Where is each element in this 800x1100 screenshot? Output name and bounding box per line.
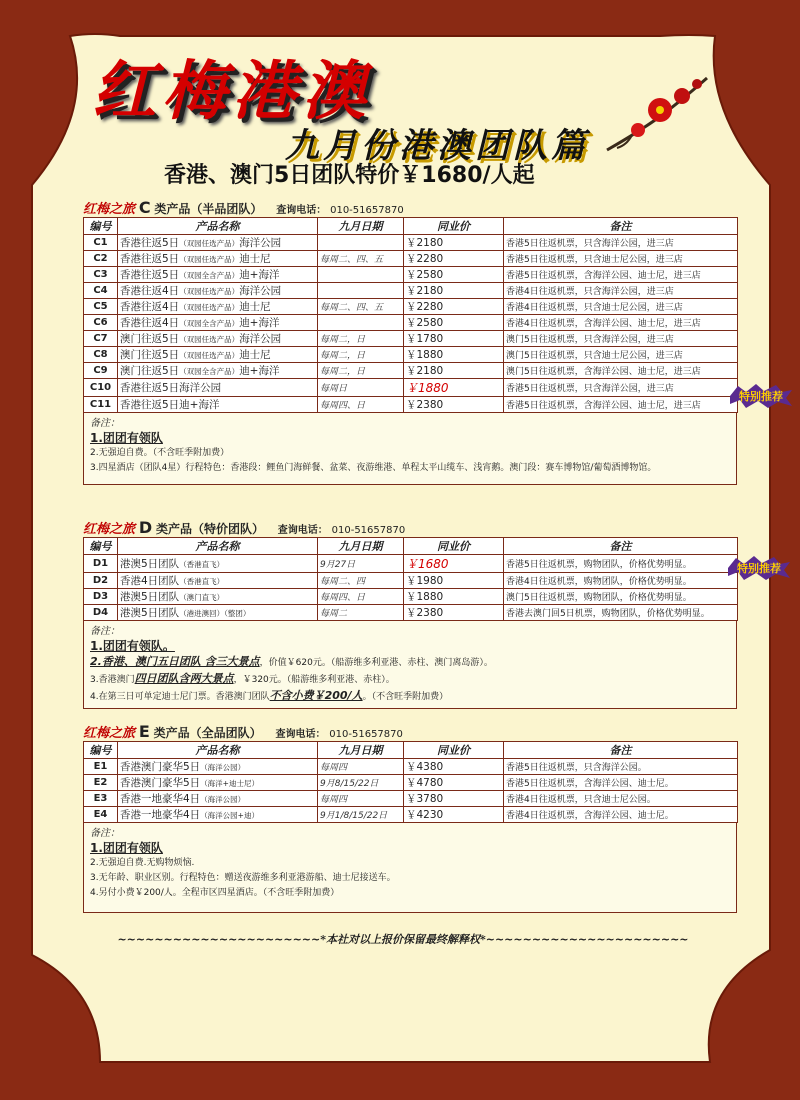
page-subtitle: 九月份港澳团队篇 xyxy=(285,126,589,166)
row-code: C10 xyxy=(84,379,118,397)
row-remark: 澳门5日往返机票，含海洋公园、迪士尼，进三店 xyxy=(504,363,738,379)
table-row xyxy=(84,759,738,775)
row-price: ￥2280 xyxy=(404,299,504,315)
row-price: ￥2580 xyxy=(404,267,504,283)
row-name xyxy=(118,555,318,573)
product-table-e xyxy=(83,741,738,823)
col-code: 编号 xyxy=(84,218,118,235)
note-text: 。（不含旺季附加费） xyxy=(362,692,449,702)
row-remark: 香港5日往返机票，只含迪士尼公园，进三店 xyxy=(504,251,738,267)
row-name xyxy=(118,235,318,251)
notes-d xyxy=(83,621,737,709)
note-item: 1.团团有领队 xyxy=(90,431,163,445)
query-phone: 010-51657870 xyxy=(329,729,403,740)
row-date: 每周四、日 xyxy=(318,397,404,413)
row-price: ￥1680 xyxy=(404,555,504,573)
section-c-header xyxy=(83,199,737,217)
row-name xyxy=(118,397,318,413)
section-kind: 类产品（半品团队） xyxy=(154,202,263,216)
product-name: 香港往返5日 xyxy=(120,237,180,249)
section-letter: E xyxy=(138,722,150,741)
table-row xyxy=(84,315,738,331)
row-remark: 香港5日往返机票，只含海洋公园。 xyxy=(504,759,738,775)
product-name: 香港往返5日迪+海洋 xyxy=(120,399,220,411)
row-remark: 香港4日往返机票，购物团队，价格优势明显。 xyxy=(504,573,738,589)
row-remark: 香港4日往返机票，只含海洋公园，进三店 xyxy=(504,283,738,299)
query-phone: 010-51657870 xyxy=(330,205,404,216)
row-price: ￥2180 xyxy=(404,283,504,299)
row-code: C4 xyxy=(84,283,118,299)
row-date: 每周二 xyxy=(318,605,404,621)
table-row xyxy=(84,331,738,347)
product-name: 香港澳门豪华5日 xyxy=(120,761,201,773)
row-name xyxy=(118,331,318,347)
section-c xyxy=(83,199,737,485)
row-price: ￥4230 xyxy=(404,807,504,823)
row-remark: 香港5日往返机票，含海洋公园、迪士尼，进三店 xyxy=(504,397,738,413)
row-remark: 香港5日往返机票，含海洋公园、迪士尼。 xyxy=(504,775,738,791)
table-row xyxy=(84,807,738,823)
note-item: 1.团团有领队。 xyxy=(90,639,175,653)
table-row xyxy=(84,347,738,363)
col-remark: 备注 xyxy=(504,742,738,759)
note-highlight: 不含小费￥200/人 xyxy=(269,689,363,702)
note-text: 3.香港澳门 xyxy=(90,675,135,685)
product-name: 香港往返5日 xyxy=(120,269,180,281)
product-name: 香港往返5日 xyxy=(120,253,180,265)
section-letter: C xyxy=(138,198,151,217)
row-date: 9月8/15/22日 xyxy=(318,775,404,791)
table-row xyxy=(84,555,738,573)
row-price: ￥2380 xyxy=(404,605,504,621)
table-row xyxy=(84,283,738,299)
row-name xyxy=(118,283,318,299)
row-remark: 香港5日往返机票，只含海洋公园，进三店 xyxy=(504,235,738,251)
product-tag: （海洋公园） xyxy=(200,795,246,804)
row-price: ￥2280 xyxy=(404,251,504,267)
product-tag: （海洋公园+迪） xyxy=(200,811,259,820)
product-name: 澳门往返5日 xyxy=(120,365,180,377)
section-kind: 类产品（特价团队） xyxy=(155,522,264,536)
product-tag: （双园任选产品） xyxy=(179,239,240,248)
row-code: C11 xyxy=(84,397,118,413)
row-date: 9月1/8/15/22日 xyxy=(318,807,404,823)
row-date xyxy=(318,267,404,283)
col-date: 九月日期 xyxy=(318,538,404,555)
row-date: 每周二，日 xyxy=(318,363,404,379)
row-name xyxy=(118,251,318,267)
product-name: 香港往返4日 xyxy=(120,317,180,329)
row-date xyxy=(318,283,404,299)
note-item xyxy=(90,654,730,671)
product-name: 香港澳门豪华5日 xyxy=(120,777,201,789)
note-item xyxy=(90,688,730,705)
row-name xyxy=(118,759,318,775)
price-headline: 香港、澳门5日团队特价￥1680/人起 xyxy=(164,163,535,188)
row-code: C3 xyxy=(84,267,118,283)
row-date: 每周二、四、五 xyxy=(318,299,404,315)
product-tag: （双园任选产品） xyxy=(179,335,240,344)
query-phone: 010-51657870 xyxy=(331,525,406,536)
product-destination: 迪+海洋 xyxy=(239,269,280,281)
row-remark: 澳门5日往返机票，购物团队，价格优势明显。 xyxy=(504,589,738,605)
product-tag: （港进澳回）（整团） xyxy=(179,609,251,618)
note-item xyxy=(90,671,730,688)
note-item: 4.另付小费￥200/人。全程市区四星酒店。（不含旺季附加费） xyxy=(90,888,340,898)
col-name: 产品名称 xyxy=(118,742,318,759)
table-row xyxy=(84,589,738,605)
table-row xyxy=(84,397,738,413)
row-date xyxy=(318,315,404,331)
disclaimer: ~~~~~~~~~~~~~~~~~~~~~~*本社对以上报价保留最终解释权*~~~~~~~~~~~~~~~~~~~~~~ xyxy=(117,933,689,946)
row-price: ￥3780 xyxy=(404,791,504,807)
product-tag: （香港直飞） xyxy=(179,560,225,569)
row-price: ￥1880 xyxy=(404,589,504,605)
product-destination: 迪士尼 xyxy=(239,349,271,361)
row-name xyxy=(118,573,318,589)
table-row xyxy=(84,363,738,379)
col-remark: 备注 xyxy=(504,538,738,555)
row-date: 每周日 xyxy=(318,379,404,397)
table-row xyxy=(84,299,738,315)
brand-logo: 红梅港澳 xyxy=(92,54,372,129)
product-tag: （双园任选产品） xyxy=(179,255,240,264)
product-destination: 海洋公园 xyxy=(239,285,282,297)
table-row xyxy=(84,791,738,807)
section-brand: 红梅之旅 xyxy=(83,522,136,537)
product-destination: 海洋公园 xyxy=(239,237,282,249)
product-destination: 迪士尼 xyxy=(239,301,271,313)
notes-e xyxy=(83,823,737,913)
product-tag: （双园全含产品） xyxy=(179,367,240,376)
section-brand: 红梅之旅 xyxy=(83,202,136,217)
note-text: ，￥320元。（船游维多利亚港、赤柱）。 xyxy=(233,675,395,685)
row-code: E3 xyxy=(84,791,118,807)
col-code: 编号 xyxy=(84,538,118,555)
product-name: 澳门往返5日 xyxy=(120,349,180,361)
badge-text: 特别推荐 xyxy=(739,390,783,403)
row-remark: 香港4日往返机票，只含迪士尼公园，进三店 xyxy=(504,299,738,315)
row-code: C1 xyxy=(84,235,118,251)
product-destination: 迪+海洋 xyxy=(239,365,280,377)
col-date: 九月日期 xyxy=(318,218,404,235)
note-item: 3.四星酒店（团队4星）行程特色：香港段：鲤鱼门海鲜餐、盆菜、夜游维港、单程太平山缆车、浅宵鹅。澳门段：赛车博物馆/葡萄酒博物馆。 xyxy=(90,463,657,473)
row-price: ￥2180 xyxy=(404,363,504,379)
section-letter: D xyxy=(138,518,153,537)
row-price: ￥2180 xyxy=(404,235,504,251)
note-item: 2.无强迫自费。（不含旺季附加费） xyxy=(90,448,230,458)
row-name xyxy=(118,807,318,823)
row-remark: 香港5日往返机票，购物团队，价格优势明显。 xyxy=(504,555,738,573)
row-name xyxy=(118,363,318,379)
row-name xyxy=(118,347,318,363)
row-name xyxy=(118,589,318,605)
row-code: C7 xyxy=(84,331,118,347)
table-row xyxy=(84,573,738,589)
row-remark: 香港4日往返机票，只含迪士尼公园。 xyxy=(504,791,738,807)
table-row xyxy=(84,267,738,283)
note-text: 4.在第三日可单定迪士尼门票。香港澳门团队 xyxy=(90,692,270,702)
row-name xyxy=(118,299,318,315)
product-table-d xyxy=(83,537,738,621)
section-e xyxy=(83,723,737,913)
product-name: 港澳5日团队 xyxy=(120,607,180,619)
product-destination: 海洋公园 xyxy=(239,333,282,345)
product-tag: （双园任选产品） xyxy=(179,287,240,296)
row-name xyxy=(118,775,318,791)
note-text: ，价值￥620元。（船游维多利亚港、赤柱、澳门离岛游）。 xyxy=(259,658,493,668)
row-remark: 香港去澳门回5日机票，购物团队，价格优势明显。 xyxy=(504,605,738,621)
product-name: 香港往返4日 xyxy=(120,285,180,297)
query-label: 查询电话： xyxy=(277,525,328,536)
product-tag: （双园全含产品） xyxy=(179,271,240,280)
product-tag: （海洋+迪士尼） xyxy=(200,779,259,788)
row-remark: 香港5日往返机票，只含海洋公园，进三店 xyxy=(504,379,738,397)
row-date: 每周二、四、五 xyxy=(318,251,404,267)
col-price: 同业价 xyxy=(404,742,504,759)
table-row xyxy=(84,379,738,397)
row-code: D4 xyxy=(84,605,118,621)
row-code: D1 xyxy=(84,555,118,573)
row-code: D2 xyxy=(84,573,118,589)
col-remark: 备注 xyxy=(504,218,738,235)
special-recommend-badge xyxy=(728,556,790,580)
row-name xyxy=(118,605,318,621)
badge-text: 特别推荐 xyxy=(737,562,781,575)
row-price: ￥4380 xyxy=(404,759,504,775)
row-code: E1 xyxy=(84,759,118,775)
row-code: C9 xyxy=(84,363,118,379)
note-item: 1.团团有领队 xyxy=(90,841,163,855)
row-name xyxy=(118,791,318,807)
row-code: C5 xyxy=(84,299,118,315)
product-tag: （海洋公园） xyxy=(200,763,246,772)
product-name: 香港往返5日海洋公园 xyxy=(120,382,222,394)
section-e-header xyxy=(83,723,737,741)
col-price: 同业价 xyxy=(404,218,504,235)
product-name: 香港往返4日 xyxy=(120,301,180,313)
note-item: 3.无年龄、职业区别。行程特色：赠送夜游维多利亚港游船、迪士尼接送车。 xyxy=(90,873,396,883)
product-tag: （香港直飞） xyxy=(179,577,225,586)
product-name: 香港4日团队 xyxy=(120,575,180,587)
note-highlight: 2.香港、澳门五日团队 含三大景点 xyxy=(90,655,260,668)
col-name: 产品名称 xyxy=(118,538,318,555)
row-date: 每周二，日 xyxy=(318,331,404,347)
row-price: ￥1880 xyxy=(404,379,504,397)
product-table-c xyxy=(83,217,738,413)
query-label: 查询电话： xyxy=(275,729,326,740)
row-date: 每周四 xyxy=(318,759,404,775)
row-price: ￥1780 xyxy=(404,331,504,347)
notes-label: 备注： xyxy=(90,418,120,429)
product-name: 澳门往返5日 xyxy=(120,333,180,345)
logo-area xyxy=(92,40,612,130)
table-header-row xyxy=(84,742,738,759)
col-code: 编号 xyxy=(84,742,118,759)
row-price: ￥2580 xyxy=(404,315,504,331)
row-date: 每周四、日 xyxy=(318,589,404,605)
product-name: 香港一地豪华4日 xyxy=(120,809,201,821)
col-name: 产品名称 xyxy=(118,218,318,235)
row-code: D3 xyxy=(84,589,118,605)
product-destination: 迪士尼 xyxy=(239,253,271,265)
notes-label: 备注： xyxy=(90,626,120,637)
row-code: C8 xyxy=(84,347,118,363)
product-tag: （澳门直飞） xyxy=(179,593,225,602)
row-price: ￥4780 xyxy=(404,775,504,791)
row-remark: 香港4日往返机票，含海洋公园、迪士尼。 xyxy=(504,807,738,823)
row-date: 每周四 xyxy=(318,791,404,807)
section-d xyxy=(83,519,737,709)
col-price: 同业价 xyxy=(404,538,504,555)
query-label: 查询电话： xyxy=(276,205,327,216)
plum-blossom-icon xyxy=(602,70,712,160)
row-price: ￥1880 xyxy=(404,347,504,363)
product-tag: （双园任选产品） xyxy=(179,351,240,360)
special-recommend-badge xyxy=(730,384,792,408)
col-date: 九月日期 xyxy=(318,742,404,759)
notes-label: 备注： xyxy=(90,828,120,839)
product-name: 港澳5日团队 xyxy=(120,558,180,570)
row-remark: 澳门5日往返机票，只含海洋公园，进三店 xyxy=(504,331,738,347)
row-date: 每周二，日 xyxy=(318,347,404,363)
row-date: 每周二、四 xyxy=(318,573,404,589)
table-row xyxy=(84,775,738,791)
row-code: E4 xyxy=(84,807,118,823)
note-highlight: 四日团队含两大景点 xyxy=(134,672,234,685)
section-d-header xyxy=(83,519,737,537)
note-item: 2.无强迫自费.无购物烦恼. xyxy=(90,858,195,868)
row-price: ￥2380 xyxy=(404,397,504,413)
row-name xyxy=(118,379,318,397)
row-price: ￥1980 xyxy=(404,573,504,589)
row-date xyxy=(318,235,404,251)
row-remark: 香港4日往返机票，含海洋公园、迪士尼，进三店 xyxy=(504,315,738,331)
product-destination: 迪+海洋 xyxy=(239,317,280,329)
row-name xyxy=(118,267,318,283)
product-name: 香港一地豪华4日 xyxy=(120,793,201,805)
table-header-row xyxy=(84,218,738,235)
row-code: E2 xyxy=(84,775,118,791)
table-row xyxy=(84,605,738,621)
product-tag: （双园全含产品） xyxy=(179,319,240,328)
section-brand: 红梅之旅 xyxy=(83,726,136,741)
row-code: C6 xyxy=(84,315,118,331)
row-remark: 香港5日往返机票，含海洋公园、迪士尼，进三店 xyxy=(504,267,738,283)
table-row xyxy=(84,251,738,267)
row-name xyxy=(118,315,318,331)
notes-c xyxy=(83,413,737,485)
row-code: C2 xyxy=(84,251,118,267)
table-header-row xyxy=(84,538,738,555)
table-row xyxy=(84,235,738,251)
product-tag: （双园任选产品） xyxy=(179,303,240,312)
row-date: 9月27日 xyxy=(318,555,404,573)
section-kind: 类产品（全品团队） xyxy=(153,726,262,740)
row-remark: 澳门5日往返机票，只含迪士尼公园，进三店 xyxy=(504,347,738,363)
product-name: 港澳5日团队 xyxy=(120,591,180,603)
